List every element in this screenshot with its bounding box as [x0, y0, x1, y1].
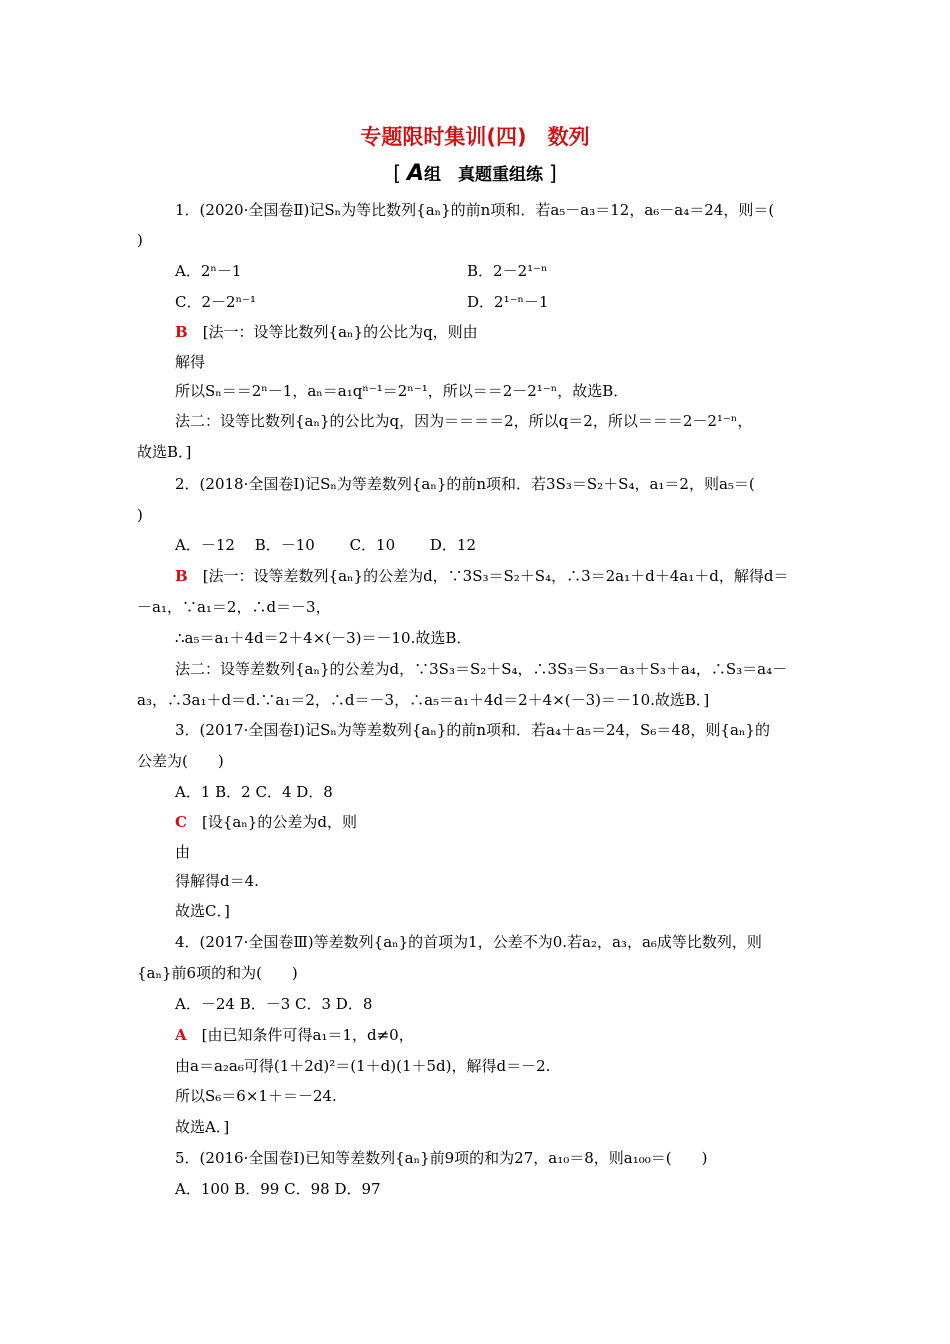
q2-method2-end: a₃，∴3a₁＋d＝d.∵a₁＝2，∴d＝－3，∴a₅＝a₁＋4d＝2＋4×(－3)＝－10.故选B．] [137, 691, 710, 709]
q3-solution-end: 故选C．] [175, 902, 230, 920]
section-label: 组 真题重组练 [424, 165, 544, 185]
q2-answer: B [175, 567, 188, 585]
q4-stem-end: {aₙ}前6项的和为( ) [137, 964, 298, 982]
q1-solution-result: 所以Sₙ＝＝2ⁿ－1，aₙ＝a₁qⁿ⁻¹＝2ⁿ⁻¹，所以＝＝2－2¹⁻ⁿ，故选B． [175, 382, 629, 400]
q2-options: A．－12 B．－10 C．10 D．12 [175, 536, 477, 554]
page-title: 专题限时集训(四) 数列 [360, 125, 590, 149]
q4-solution-eq: 由a＝a₂a₆可得(1＋2d)²＝(1＋d)(1＋5d)，解得d＝－2. [175, 1057, 551, 1075]
q1-option-a: A．2ⁿ－1 [175, 262, 242, 280]
q2-stem-end: ) [137, 506, 143, 524]
q1-option-d: D．2¹⁻ⁿ－1 [467, 293, 549, 311]
section-bracket-open: [ [393, 161, 402, 185]
q1-solution-solve: 解得 [175, 353, 206, 371]
section-heading [0, 160, 950, 186]
q2-stem: 2．(2018·全国卷Ⅰ)记Sₙ为等差数列{aₙ}的前n项和．若3S₃＝S₂＋S₄，a₁＝2，则a₅＝( [175, 475, 755, 493]
q2-method2: 法二：设等差数列{aₙ}的公差为d，∵3S₃＝S₂＋S₄，∴3S₃＝S₃－a₃＋S₃＋a₄，∴S₃＝a₄－ [175, 660, 788, 678]
q3-solution-line: C [设{aₙ}的公差为d，则 [175, 813, 357, 831]
q1-stem: 1．(2020·全国卷Ⅱ)记Sₙ为等比数列{aₙ}的前n项和．若a₅－a₃＝12，a₆－a₄＝24，则＝( [175, 201, 775, 219]
q4-solution-line: A [由已知条件可得a₁＝1，d≠0， [175, 1026, 414, 1044]
q4-solution-end: 故选A．] [175, 1118, 230, 1136]
q1-stem-end: ) [137, 231, 143, 249]
q1-method2: 法二：设等比数列{aₙ}的公比为q，因为＝＝＝＝2，所以q＝2，所以＝＝＝2－2¹⁻ⁿ， [175, 412, 753, 430]
q4-options: A．－24 B．－3 C．3 D．8 [175, 995, 373, 1013]
q1-answer: B [175, 323, 188, 341]
q4-stem: 4．(2017·全国卷Ⅲ)等差数列{aₙ}的首项为1，公差不为0.若a₂，a₃，a₆成等比数列，则 [175, 933, 762, 951]
q3-solution-from: 由 [175, 843, 191, 861]
q3-stem-end: 公差为( ) [137, 752, 224, 770]
q5-stem: 5．(2016·全国卷Ⅰ)已知等差数列{aₙ}前9项的和为27，a₁₀＝8，则a₁₀₀＝( ) [175, 1149, 708, 1167]
q3-solution-result: 得解得d＝4. [175, 872, 259, 890]
q1-option-b: B．2－2¹⁻ⁿ [467, 262, 548, 280]
q2-solution-cont: －a₁，∵a₁＝2，∴d＝－3， [137, 598, 331, 616]
q1-option-c: C．2－2ⁿ⁻¹ [175, 293, 256, 311]
q3-answer: C [175, 813, 187, 831]
q1-solution-line: B [法一：设等比数列{aₙ}的公比为q，则由 [175, 323, 478, 341]
q1-method2-end: 故选B．] [137, 443, 192, 461]
section-letter: A [406, 161, 425, 186]
q4-solution-sum: 所以S₆＝6×1＋＝－24. [175, 1087, 337, 1105]
section-bracket-close: ] [548, 161, 557, 185]
q2-solution-result: ∴a₅＝a₁＋4d＝2＋4×(－3)＝－10.故选B． [175, 629, 472, 647]
q3-options: A．1 B．2 C．4 D．8 [175, 783, 333, 801]
q3-stem: 3．(2017·全国卷Ⅰ)记Sₙ为等差数列{aₙ}的前n项和．若a₄＋a₅＝24，S₆＝48，则{aₙ}的 [175, 721, 770, 739]
q5-options: A．100 B．99 C．98 D．97 [175, 1180, 381, 1198]
q4-answer: A [175, 1026, 187, 1044]
q2-solution-line: B [法一：设等差数列{aₙ}的公差为d，∵3S₃＝S₂＋S₄，∴3＝2a₁＋d＋4a₁＋d，解得d＝ [175, 567, 789, 585]
